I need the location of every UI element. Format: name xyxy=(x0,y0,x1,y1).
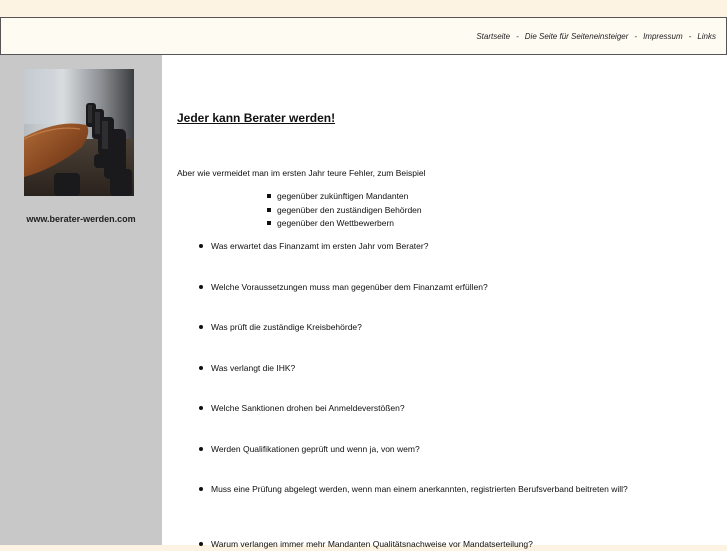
nav-link-impressum[interactable]: Impressum xyxy=(643,32,683,41)
nav-separator: - xyxy=(688,32,692,41)
question-item: Muss eine Prüfung abgelegt werden, wenn man einem anerkannten, registrierten Berufsverband beitreten will? xyxy=(199,483,661,496)
question-item: Welche Sanktionen drohen bei Anmeldeverstößen? xyxy=(199,402,661,415)
nav-separator: - xyxy=(634,32,638,41)
nav-separator: - xyxy=(516,32,519,41)
sub-list xyxy=(267,191,422,232)
page-title: Jeder kann Berater werden! xyxy=(177,111,336,125)
question-item: Was prüft die zuständige Kreisbehörde? xyxy=(199,321,661,334)
nav-link-seiteneinsteiger[interactable]: Die Seite für Seiteneinsteiger xyxy=(524,32,629,41)
main-content xyxy=(162,55,727,549)
question-item: Was erwartet das Finanzamt im ersten Jahr vom Berater? xyxy=(199,240,661,253)
intro-text: Aber wie vermeidet man im ersten Jahr teure Fehler, zum Beispiel xyxy=(177,168,426,178)
conference-room-photo xyxy=(24,69,134,196)
site-url: www.berater-werden.com xyxy=(26,214,136,224)
list-item: gegenüber zukünftigen Mandanten xyxy=(267,191,422,205)
list-item: gegenüber den zuständigen Behörden xyxy=(267,205,422,219)
question-item: Welche Voraussetzungen muss man gegenüber dem Finanzamt erfüllen? xyxy=(199,281,661,294)
question-item: Was verlangt die IHK? xyxy=(199,362,661,375)
top-nav xyxy=(476,32,716,41)
sidebar xyxy=(0,55,162,545)
nav-link-startseite[interactable]: Startseite xyxy=(476,32,511,41)
nav-link-links[interactable]: Links xyxy=(697,32,716,41)
top-strip xyxy=(0,0,727,17)
question-item: Warum verlangen immer mehr Mandanten Qualitätsnachweise vor Mandatserteilung? xyxy=(199,538,661,551)
navigation-bar xyxy=(0,17,727,55)
question-item: Werden Qualifikationen geprüft und wenn ja, von wem? xyxy=(199,443,661,456)
list-item: gegenüber den Wettbewerbern xyxy=(267,218,422,232)
